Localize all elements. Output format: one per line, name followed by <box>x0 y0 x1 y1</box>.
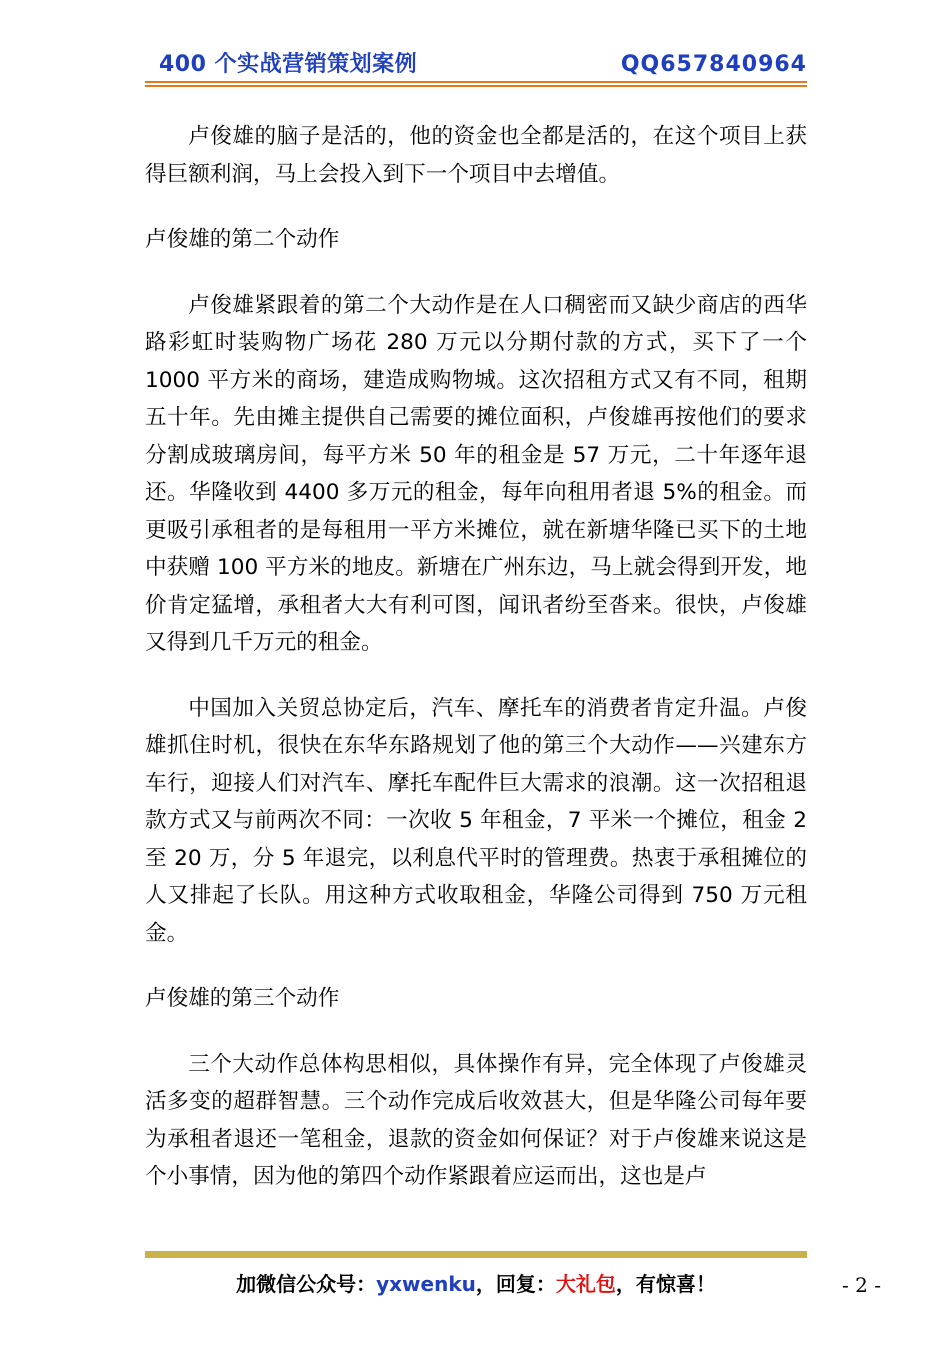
footer-account: yxwenku <box>376 1272 476 1296</box>
page-header <box>145 50 807 80</box>
footer-prefix: 加微信公众号： <box>236 1272 377 1296</box>
footer-divider <box>145 1251 807 1258</box>
header-divider-top <box>145 81 807 83</box>
body-paragraph: 中国加入关贸总协定后，汽车、摩托车的消费者肯定升温。卢俊雄抓住时机，很快在东华东路规划了他的第三个大动作——兴建东方车行，迎接人们对汽车、摩托车配件巨大需求的浪潮。这一次招租退款方式又与前两次不同：一次收 5 年租金，7 平米一个摊位，租金 2 至 20 万，分 5 年退完，以利息代平时的管理费。热衷于承租摊位的人又排起了长队。用这种方式收取租金，华隆公司得到 750 万元租金。 <box>145 695 807 946</box>
footer-promo <box>145 1268 807 1300</box>
header-title: 400 个实战营销策划案例 <box>159 52 418 77</box>
section-heading: 卢俊雄的第二个动作 <box>145 227 340 252</box>
body-paragraph: 三个大动作总体构思相似，具体操作有异，完全体现了卢俊雄灵活多变的超群智慧。三个动作完成后收效甚大，但是华隆公司每年要为承租者退还一笔租金，退款的资金如何保证？对于卢俊雄来说这是个小事情，因为他的第四个动作紧跟着应运而出，这也是卢 <box>145 1051 807 1189</box>
footer-keyword: 大礼包 <box>555 1272 616 1296</box>
header-contact: QQ657840964 <box>620 52 807 77</box>
footer-middle: ，回复： <box>475 1272 556 1296</box>
document-body <box>145 118 807 1224</box>
body-paragraph: 卢俊雄紧跟着的第二个大动作是在人口稠密而又缺少商店的西华路彩虹时装购物广场花 280 万元以分期付款的方式，买下了一个 1000 平方米的商场，建造成购物城。这次招租方式又有不同，租期五十年。先由摊主提供自己需要的摊位面积，卢俊雄再按他们的要求分割成玻璃房间，每平方米 50 年的租金是 57 万元，二十年逐年退还。华隆收到 4400 多万元的租金，每年向租用者退 5%的租金。而更吸引承租者的是每租用一平方米摊位，就在新塘华隆已买下的土地中获赠 100 平方米的地皮。新塘在广州东边，马上就会得到开发，地价肯定猛增，承租者大大有利可图，闻讯者纷至沓来。很快，卢俊雄又得到几千万元的租金。 <box>145 292 807 655</box>
section-heading: 卢俊雄的第三个动作 <box>145 986 340 1011</box>
header-divider-bottom <box>145 85 807 87</box>
body-paragraph: 卢俊雄的脑子是活的，他的资金也全都是活的，在这个项目上获得巨额利润，马上会投入到下一个项目中去增值。 <box>145 124 807 187</box>
page-number: - 2 - <box>842 1273 881 1297</box>
footer-suffix: ，有惊喜！ <box>615 1272 716 1296</box>
